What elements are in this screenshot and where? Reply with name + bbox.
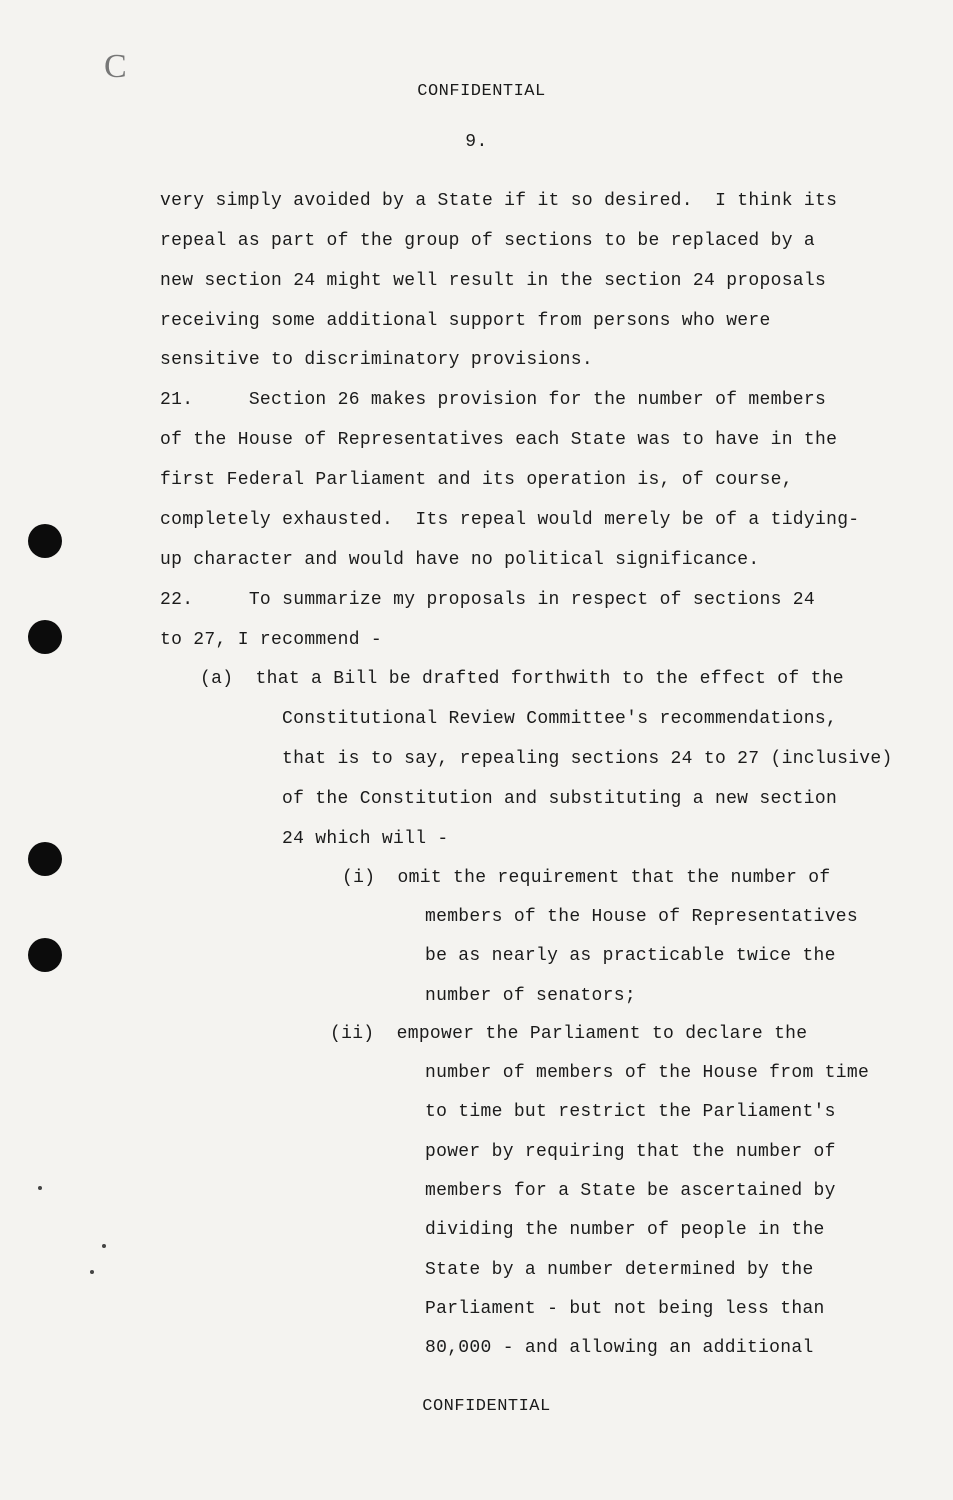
punch-hole-4 (28, 938, 62, 972)
punch-hole-1 (28, 524, 62, 558)
item-i: (i) omit the requirement that the number of (342, 868, 831, 888)
text-line: power by requiring that the number of (425, 1142, 836, 1162)
punch-hole-2 (28, 620, 62, 654)
text-line: receiving some additional support from persons who were (160, 311, 771, 331)
punch-hole-3 (28, 842, 62, 876)
text-line: Parliament - but not being less than (425, 1299, 825, 1319)
paragraph-22: 22. To summarize my proposals in respect of sections 24 (160, 590, 816, 610)
page-number: 9. (465, 132, 488, 152)
item-a: (a) that a Bill be drafted forthwith to the effect of the (200, 669, 844, 689)
text-line: up character and would have no political significance. (160, 550, 760, 570)
text-line: number of senators; (425, 986, 636, 1006)
corner-mark: C (104, 48, 127, 85)
speck (38, 1186, 42, 1190)
text-line: dividing the number of people in the (425, 1220, 825, 1240)
text-line: members of the House of Representatives (425, 907, 858, 927)
item-ii: (ii) empower the Parliament to declare the (330, 1024, 808, 1044)
text-line: 24 which will - (282, 829, 449, 849)
text-line: members for a State be ascertained by (425, 1181, 836, 1201)
text-line: that is to say, repealing sections 24 to 27 (inclusive) (282, 749, 893, 769)
text-line: completely exhausted. Its repeal would merely be of a tidying- (160, 510, 860, 530)
text-line: of the House of Representatives each State was to have in the (160, 430, 838, 450)
text-line: repeal as part of the group of sections to be replaced by a (160, 231, 816, 251)
header-classification: CONFIDENTIAL (417, 82, 546, 101)
text-line: State by a number determined by the (425, 1260, 814, 1280)
text-line: to time but restrict the Parliament's (425, 1102, 836, 1122)
text-line: first Federal Parliament and its operation is, of course, (160, 470, 793, 490)
speck (90, 1270, 94, 1274)
text-line: 80,000 - and allowing an additional (425, 1338, 814, 1358)
paragraph-21: 21. Section 26 makes provision for the number of members (160, 390, 827, 410)
speck (102, 1244, 106, 1248)
text-line: be as nearly as practicable twice the (425, 946, 836, 966)
footer-classification: CONFIDENTIAL (422, 1397, 551, 1416)
text-line: very simply avoided by a State if it so desired. I think its (160, 191, 838, 211)
text-line: sensitive to discriminatory provisions. (160, 350, 593, 370)
text-line: number of members of the House from time (425, 1063, 870, 1083)
text-line: Constitutional Review Committee's recommendations, (282, 709, 838, 729)
text-line: new section 24 might well result in the section 24 proposals (160, 271, 827, 291)
text-line: to 27, I recommend - (160, 630, 383, 650)
text-line: of the Constitution and substituting a new section (282, 789, 838, 809)
